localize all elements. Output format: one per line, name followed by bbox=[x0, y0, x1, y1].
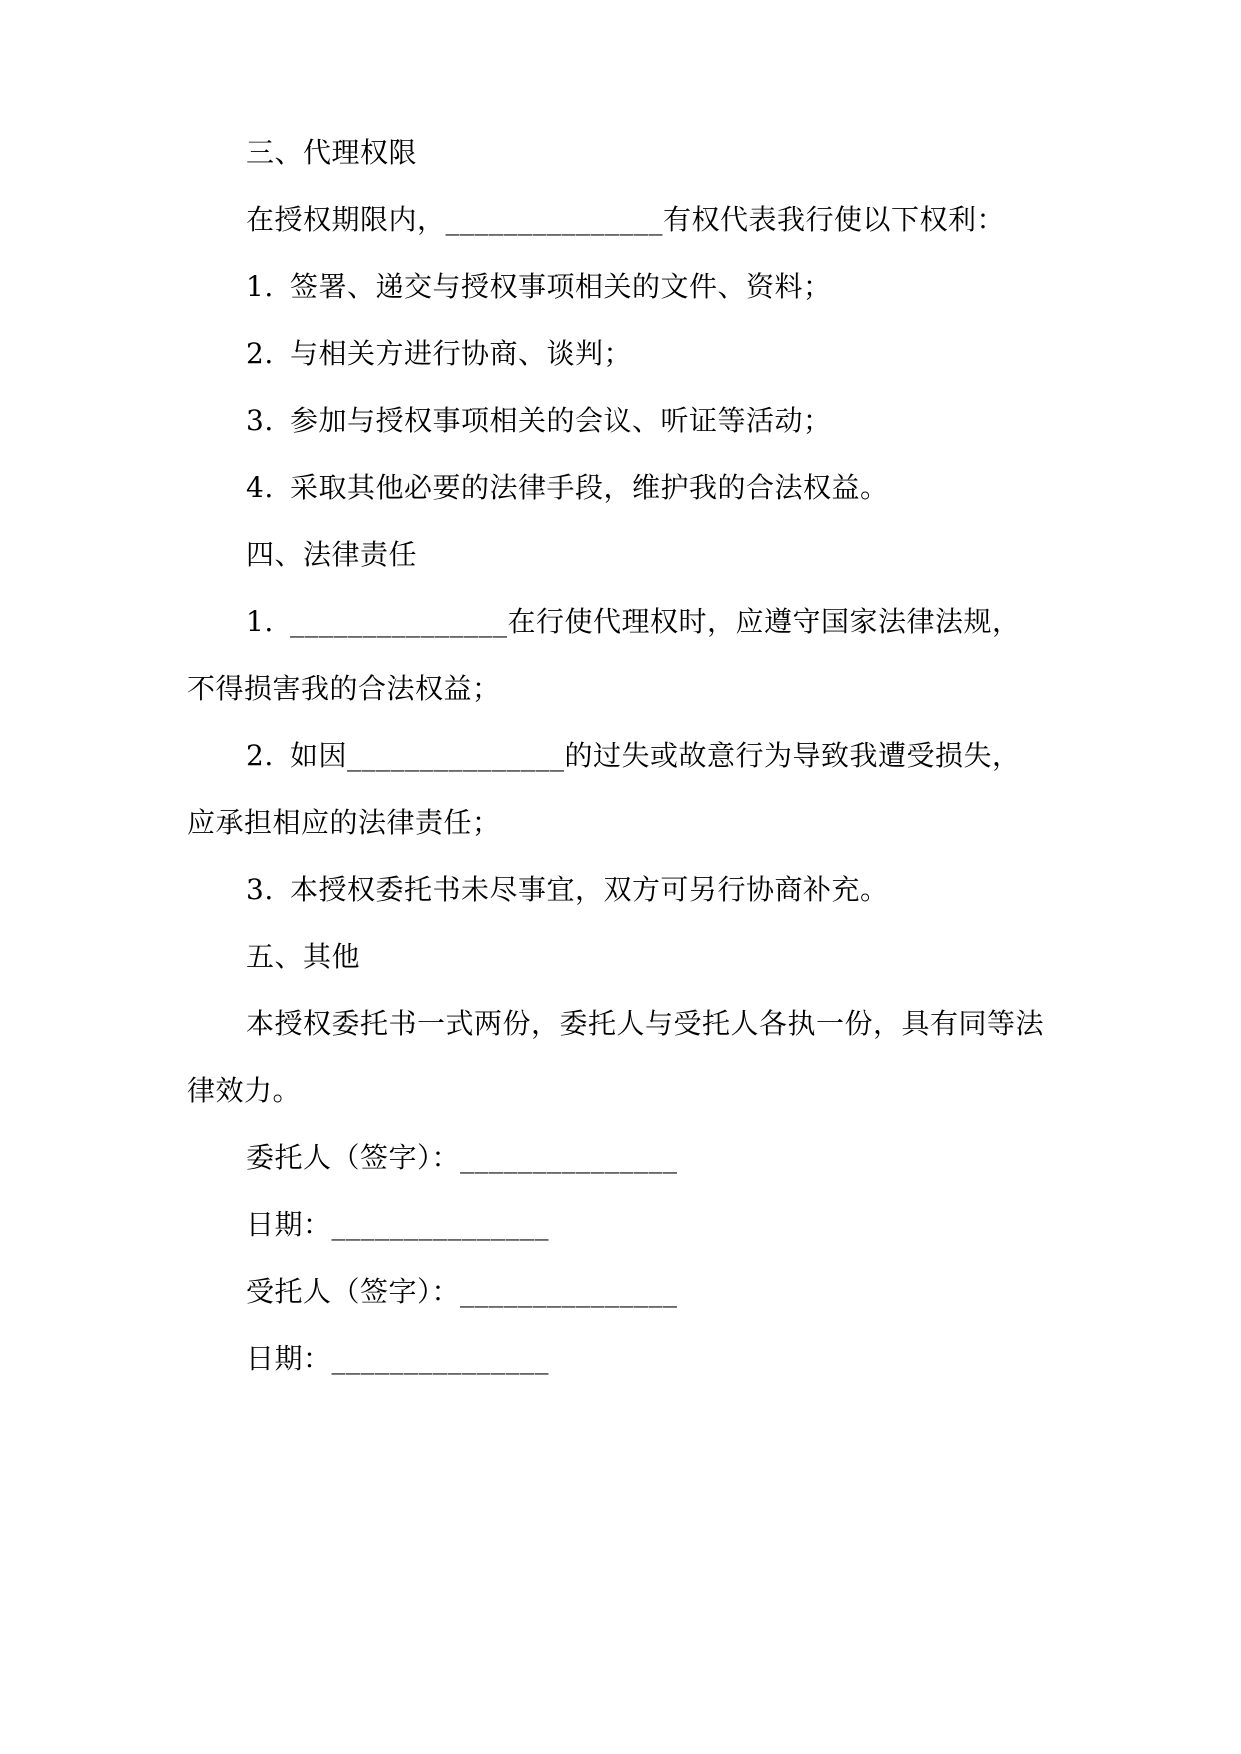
list-item-number: 2. bbox=[246, 337, 274, 370]
section-heading-authority: 三、代理权限 bbox=[246, 136, 418, 169]
list-item-continuation: 应承担相应的法律责任； bbox=[187, 806, 501, 839]
list-item-continuation: 不得损害我的合法权益； bbox=[187, 672, 501, 705]
list-item bbox=[246, 336, 1126, 372]
list-item-number: 2. bbox=[246, 739, 274, 772]
list-item-text: _______________在行使代理权时，应遵守国家法律法规， bbox=[290, 605, 1021, 638]
list-item-number: 1. bbox=[246, 270, 274, 303]
principal-date-line: 日期：_______________ bbox=[246, 1208, 550, 1241]
section-heading-liability: 四、法律责任 bbox=[246, 538, 418, 571]
paragraph-continuation: 律效力。 bbox=[187, 1074, 302, 1107]
list-item-text: 与相关方进行协商、谈判； bbox=[290, 337, 633, 370]
principal-signature-line: 委托人（签字）：_______________ bbox=[246, 1141, 678, 1174]
list-item-number: 1. bbox=[246, 605, 274, 638]
list-item-text: 签署、递交与授权事项相关的文件、资料； bbox=[290, 270, 832, 303]
list-item-number: 3. bbox=[246, 404, 274, 437]
list-item bbox=[246, 872, 1126, 908]
list-item bbox=[246, 470, 1126, 506]
list-item-number: 4. bbox=[246, 471, 274, 504]
agent-date-line: 日期：_______________ bbox=[246, 1342, 550, 1375]
agent-signature-line: 受托人（签字）：_______________ bbox=[246, 1275, 678, 1308]
list-item bbox=[246, 604, 1126, 640]
list-item-number: 3. bbox=[246, 873, 274, 906]
list-item bbox=[246, 738, 1126, 774]
list-item-text: 如因_______________的过失或故意行为导致我遭受损失， bbox=[290, 739, 1021, 772]
list-item-text: 本授权委托书未尽事宜，双方可另行协商补充。 bbox=[290, 873, 889, 906]
list-item bbox=[246, 403, 1126, 439]
section-intro: 在授权期限内，_______________有权代表我行使以下权利： bbox=[246, 203, 1006, 236]
list-item-text: 参加与授权事项相关的会议、听证等活动； bbox=[290, 404, 832, 437]
list-item-text: 采取其他必要的法律手段，维护我的合法权益。 bbox=[290, 471, 889, 504]
list-item bbox=[246, 269, 1126, 305]
paragraph-line: 本授权委托书一式两份，委托人与受托人各执一份，具有同等法 bbox=[246, 1007, 1045, 1040]
section-heading-other: 五、其他 bbox=[246, 940, 361, 973]
